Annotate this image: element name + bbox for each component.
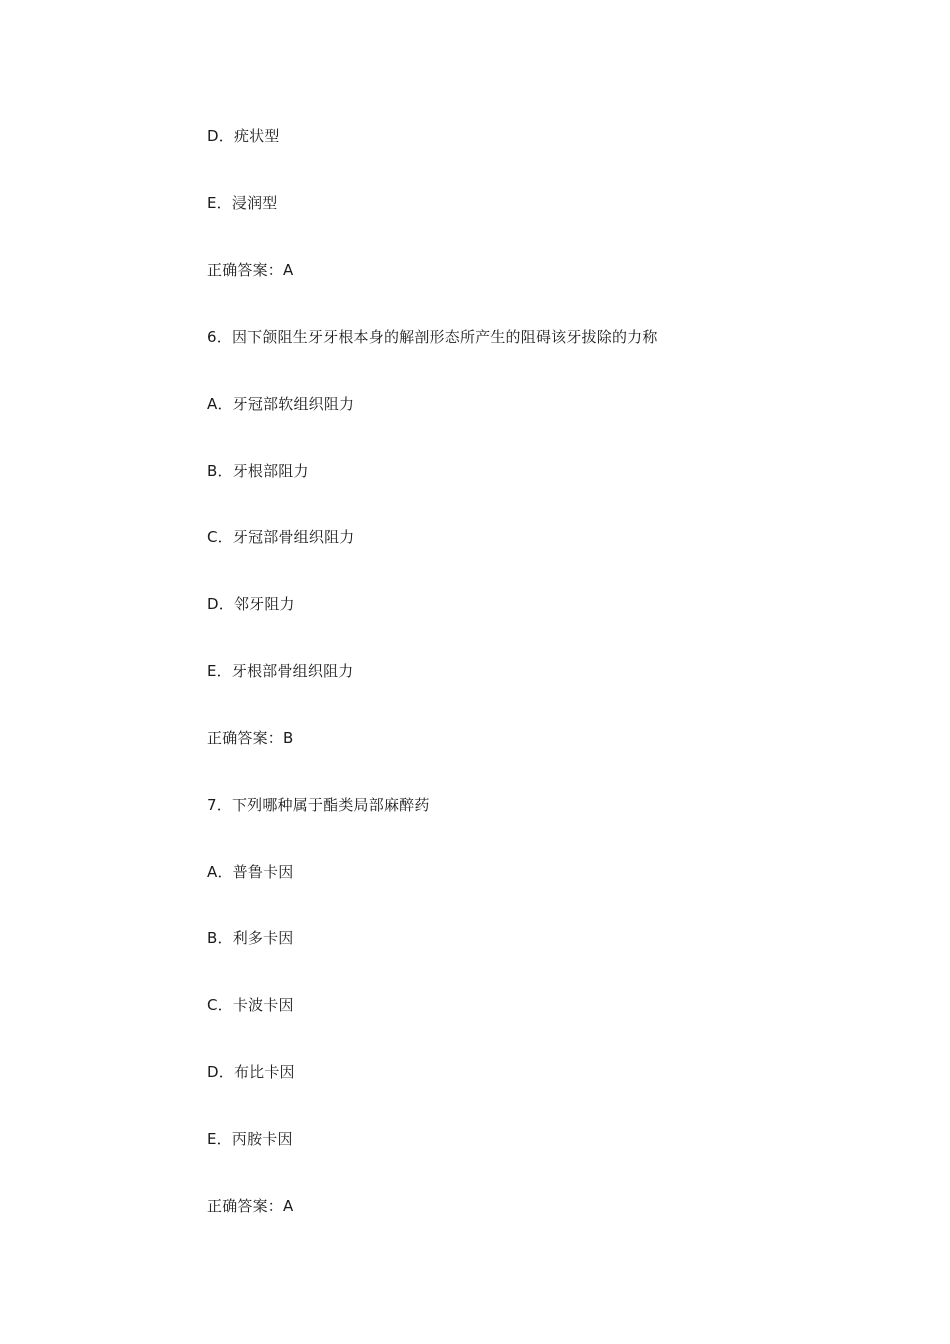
q5-option-e: E．浸润型 (207, 194, 278, 212)
q5-answer: 正确答案：A (207, 261, 294, 279)
q7-option-b: B．利多卡因 (207, 929, 294, 947)
q6-option-d: D．邻牙阻力 (207, 595, 295, 613)
q7-option-d: D．布比卡因 (207, 1063, 295, 1081)
q6-answer: 正确答案：B (207, 729, 294, 747)
q7-option-a: A．普鲁卡因 (207, 863, 294, 881)
q7-question: 7．下列哪种属于酯类局部麻醉药 (207, 796, 430, 814)
q6-option-e: E．牙根部骨组织阻力 (207, 662, 354, 680)
q6-option-b: B．牙根部阻力 (207, 462, 309, 480)
q6-question: 6．因下颌阻生牙牙根本身的解剖形态所产生的阻碍该牙拔除的力称 (207, 328, 658, 346)
q6-option-a: A．牙冠部软组织阻力 (207, 395, 355, 413)
q6-option-c: C．牙冠部骨组织阻力 (207, 528, 355, 546)
q7-option-e: E．丙胺卡因 (207, 1130, 293, 1148)
q7-option-c: C．卡波卡因 (207, 996, 294, 1014)
q5-option-d: D．疣状型 (207, 127, 280, 145)
q7-answer: 正确答案：A (207, 1197, 294, 1215)
